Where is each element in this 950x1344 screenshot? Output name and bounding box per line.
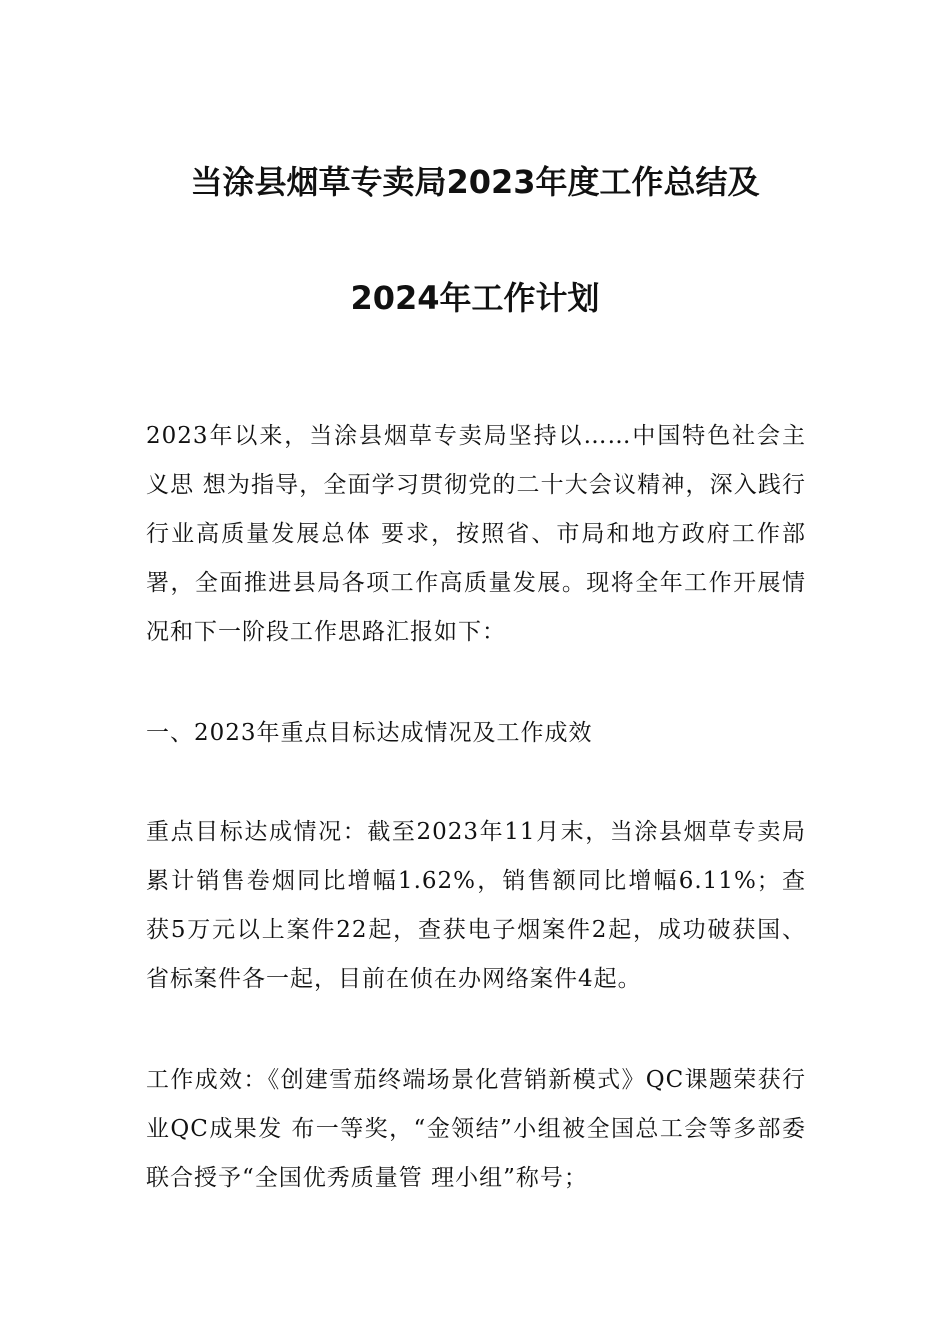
results-paragraph: 工作成效：《创建雪茄终端场景化营销新模式》QC课题荣获行业QC成果发 布一等奖，“金领结”小组被全国总工会等多部委联合授予“全国优秀质量管 理小组”称号；: [146, 1067, 806, 1191]
section-heading: 一、2023年重点目标达成情况及工作成效: [146, 720, 593, 746]
intro-paragraph: 2023年以来，当涂县烟草专卖局坚持以……中国特色社会主义思 想为指导，全面学习贯彻党的二十大会议精神，深入践行行业高质量发展总体 要求，按照省、市局和地方政府工作部署，全面推进县局各项工作高质量发展。现将全年工作开展情况和下一阶段工作思路汇报如下：: [146, 423, 806, 645]
document-title-line2: 2024年工作计划: [350, 279, 600, 317]
targets-paragraph: 重点目标达成情况：截至2023年11月末，当涂县烟草专卖局累计销售卷烟同比增幅1.62%，销售额同比增幅6.11%；查获5万元以上案件22起，查获电子烟案件2起，成功破获国、省标案件各一起，目前在侦在办网络案件4起。: [146, 819, 806, 992]
document-title-line1: 当涂县烟草专卖局2023年度工作总结及: [190, 163, 760, 201]
